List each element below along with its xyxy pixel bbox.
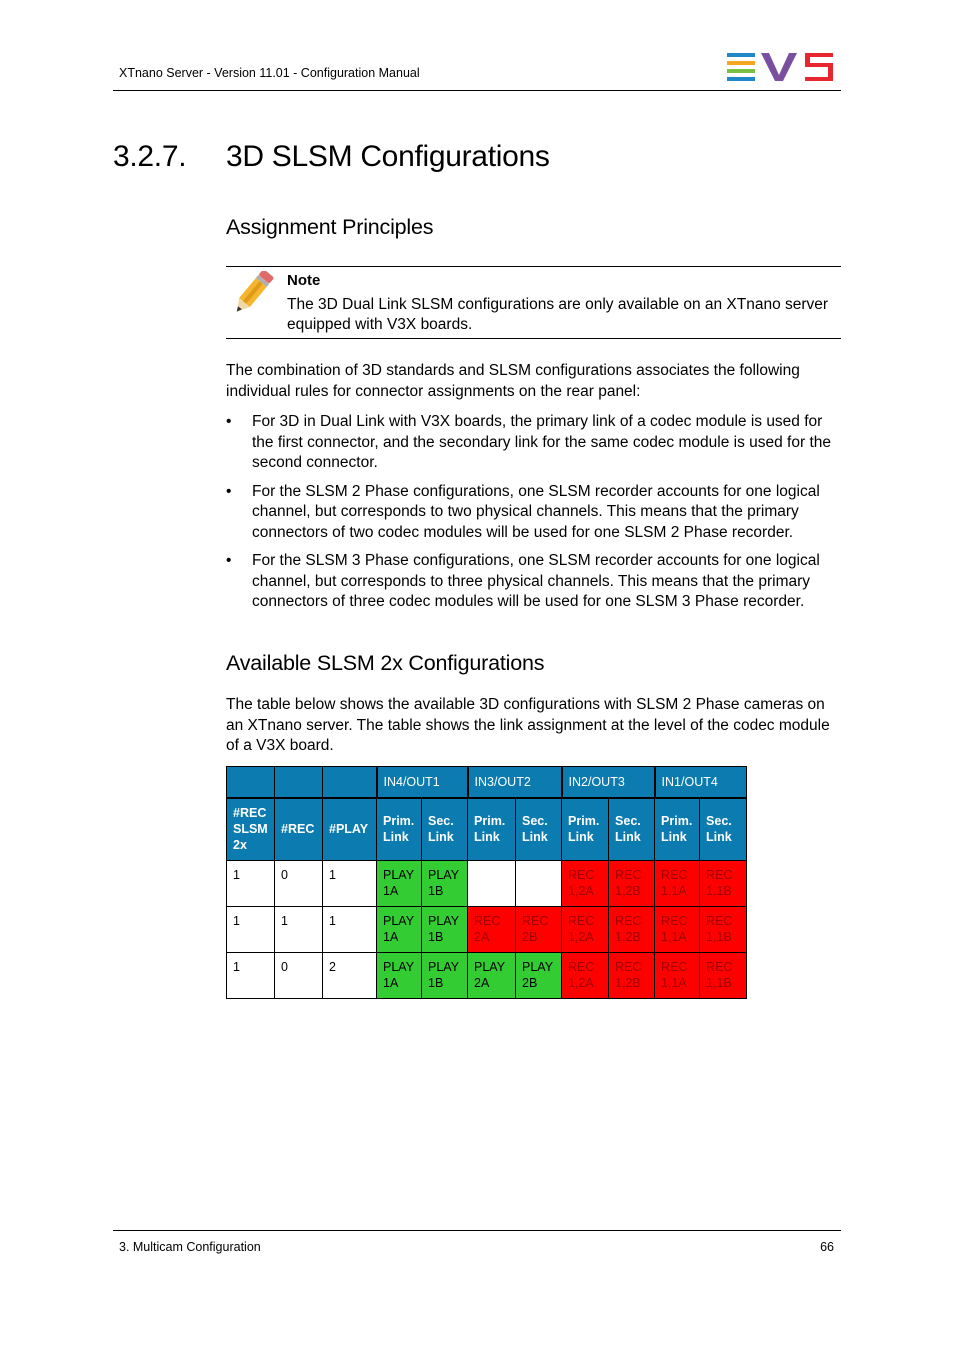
- column-header: Sec. Link: [700, 798, 747, 861]
- table-row: [227, 861, 747, 907]
- assignment-heading: Assignment Principles: [226, 215, 434, 239]
- table-cell: REC 1,2B: [609, 861, 655, 907]
- note-box: [226, 266, 841, 339]
- available-heading: Available SLSM 2x Configurations: [226, 651, 545, 675]
- header-title: XTnano Server - Version 11.01 - Configuration Manual: [119, 66, 420, 80]
- table-cell: 1: [227, 907, 275, 953]
- table-cell: PLAY 2B: [516, 953, 562, 999]
- table-cell: REC 1,1A: [655, 861, 700, 907]
- table-cell: REC 1,1A: [655, 907, 700, 953]
- column-header: Sec. Link: [609, 798, 655, 861]
- table-cell: REC 1,1B: [700, 907, 747, 953]
- column-header: Prim. Link: [377, 798, 422, 861]
- list-item: • For the SLSM 2 Phase configurations, one SLSM recorder accounts for one logical channel, but corresponds to two physical channels. This means that the primary connectors of two codec modules will be used for one SLSM 2 Phase recorder.: [226, 482, 820, 541]
- page-number: 66: [820, 1240, 834, 1254]
- list-item: • For 3D in Dual Link with V3X boards, the primary link of a codec module is used for the first connector, and the secondary link for the same codec module is used for the second connector.: [226, 413, 831, 471]
- section-number: 3.2.7.: [113, 140, 187, 173]
- table-cell: [468, 861, 516, 907]
- section-title: [113, 140, 550, 174]
- table-cell: 0: [275, 953, 323, 999]
- list-item: • For the SLSM 3 Phase configurations, one SLSM recorder accounts for one logical channel, but corresponds to three physical channels. This means that the primary connectors of three codec modules will be used for one SLSM 3 Phase recorder.: [226, 552, 820, 610]
- available-intro: The table below shows the available 3D configurations with SLSM 2 Phase cameras on an XTnano server. The table shows the link assignment at the level of the codec module of a V3X board.: [226, 696, 830, 754]
- table-cell: REC 2A: [468, 907, 516, 953]
- table-header-cell: [227, 767, 275, 798]
- table-cell: 2: [323, 953, 377, 999]
- table-header-cell: [323, 767, 377, 798]
- table-cell: PLAY 1A: [377, 907, 422, 953]
- page-header: [113, 50, 841, 91]
- table-cell: REC 1,2B: [609, 953, 655, 999]
- bullet-icon: •: [226, 552, 232, 569]
- table-cell: PLAY 1B: [422, 907, 468, 953]
- table-cell: 1: [323, 907, 377, 953]
- table-cell: REC 1,1B: [700, 953, 747, 999]
- table-cell: 1: [227, 953, 275, 999]
- note-text: The 3D Dual Link SLSM configurations are only available on an XTnano server equipped with V3X boards.: [287, 296, 829, 333]
- column-header: #REC SLSM 2x: [227, 798, 275, 861]
- table-header-cell: [275, 767, 323, 798]
- table-cell: 1: [323, 861, 377, 907]
- table-cell: PLAY 1B: [422, 861, 468, 907]
- evs-logo-icon: [727, 53, 834, 81]
- table-cell: REC 1,2A: [562, 907, 609, 953]
- column-header: #REC: [275, 798, 323, 861]
- footer-chapter: 3. Multicam Configuration: [119, 1240, 261, 1254]
- group-header: IN1/OUT4: [655, 767, 747, 798]
- column-header: Prim. Link: [562, 798, 609, 861]
- table-cell: REC 1,2A: [562, 861, 609, 907]
- bullet-icon: •: [226, 413, 232, 430]
- table-cell: 1: [227, 861, 275, 907]
- column-header: #PLAY: [323, 798, 377, 861]
- table-row: [227, 907, 747, 953]
- bullet-icon: •: [226, 482, 232, 500]
- table-group-row: [227, 767, 747, 798]
- column-header: Prim. Link: [468, 798, 516, 861]
- table-cell: 1: [275, 907, 323, 953]
- group-header: IN4/OUT1: [377, 767, 468, 798]
- table-cell: REC 1,2B: [609, 907, 655, 953]
- table-cell: REC 1,2A: [562, 953, 609, 999]
- column-header: Sec. Link: [516, 798, 562, 861]
- group-header: IN3/OUT2: [468, 767, 562, 798]
- table-row: [227, 953, 747, 999]
- assignment-intro: The combination of 3D standards and SLSM configurations associates the following individual rules for connector assignments on the rear panel:: [226, 362, 800, 400]
- table-column-row: [227, 798, 747, 861]
- page-footer: [113, 1230, 841, 1254]
- column-header: Prim. Link: [655, 798, 700, 861]
- table-cell: REC 2B: [516, 907, 562, 953]
- table-cell: PLAY 2A: [468, 953, 516, 999]
- note-title: Note: [287, 272, 321, 289]
- table-cell: REC 1,1A: [655, 953, 700, 999]
- pencil-icon: [232, 271, 278, 315]
- table-cell: [516, 861, 562, 907]
- section-title-text: 3D SLSM Configurations: [226, 140, 550, 173]
- assignment-bullets: [226, 412, 836, 621]
- table-cell: REC 1,1B: [700, 861, 747, 907]
- table-cell: PLAY 1B: [422, 953, 468, 999]
- table-cell: PLAY 1A: [377, 953, 422, 999]
- group-header: IN2/OUT3: [562, 767, 655, 798]
- column-header: Sec. Link: [422, 798, 468, 861]
- table-cell: PLAY 1A: [377, 861, 422, 907]
- table-cell: 0: [275, 861, 323, 907]
- slsm-config-table: [226, 766, 747, 999]
